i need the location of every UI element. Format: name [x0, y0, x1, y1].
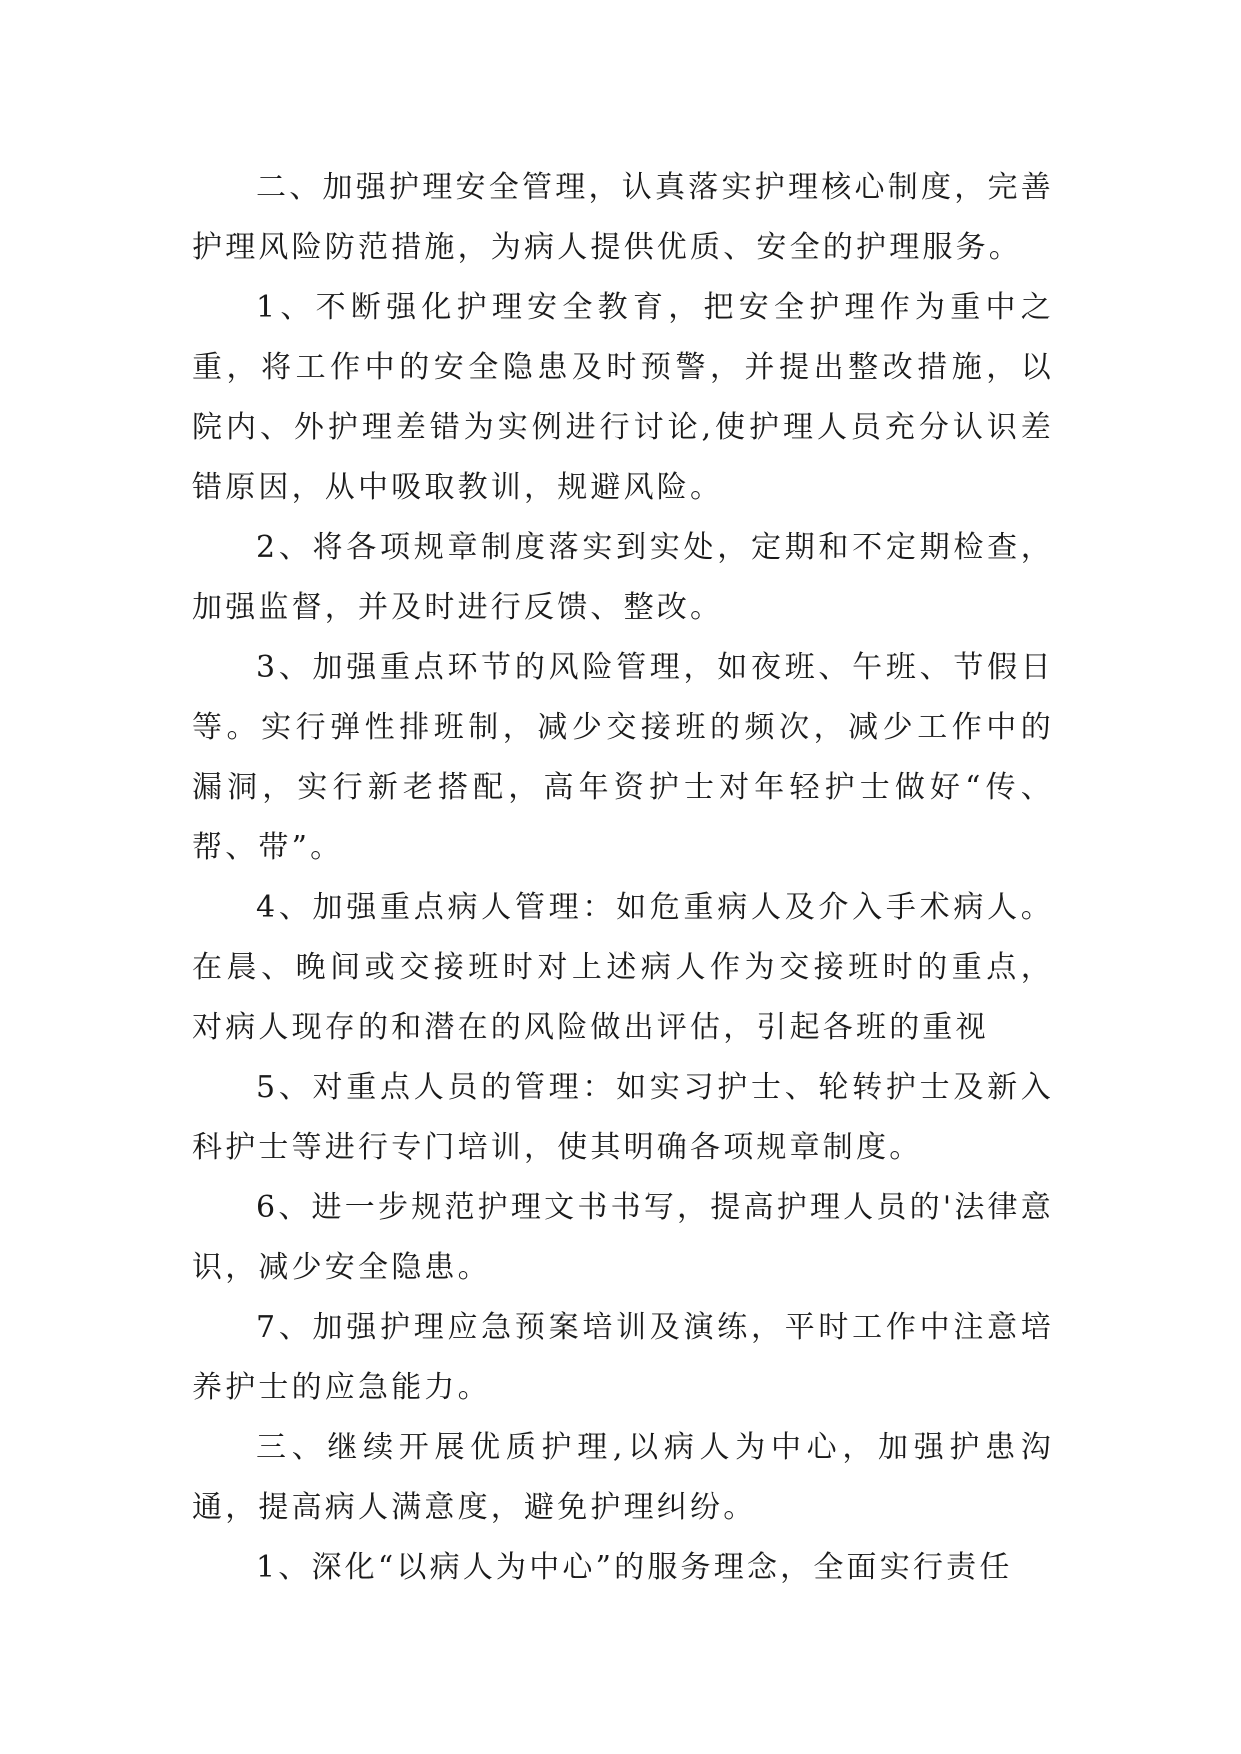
- paragraph-item-2: 2、将各项规章制度落实到实处，定期和不定期检查，加强监督，并及时进行反馈、整改。: [192, 530, 1054, 625]
- paragraph-item-4: 4、加强重点病人管理：如危重病人及介入手术病人。在晨、晚间或交接班时对上述病人作为交接班时的重点，对病人现存的和潜在的风险做出评估，引起各班的重视: [192, 890, 1054, 1045]
- paragraph-section-three-item-1: 1、深化“以病人为中心”的服务理念，全面实行责任: [256, 1550, 1013, 1585]
- document-body: [192, 158, 1054, 1598]
- paragraph-section-two-heading: 二、加强护理安全管理，认真落实护理核心制度，完善护理风险防范措施，为病人提供优质、安全的护理服务。: [192, 170, 1054, 265]
- paragraph-item-3: 3、加强重点环节的风险管理，如夜班、午班、节假日等。实行弹性排班制，减少交接班的频次，减少工作中的漏洞，实行新老搭配，高年资护士对年轻护士做好“传、帮、带”。: [192, 650, 1054, 865]
- paragraph-section-three-heading: 三、继续开展优质护理,以病人为中心，加强护患沟通，提高病人满意度，避免护理纠纷。: [192, 1430, 1054, 1525]
- paragraph-item-5: 5、对重点人员的管理：如实习护士、轮转护士及新入科护士等进行专门培训，使其明确各项规章制度。: [192, 1070, 1054, 1165]
- paragraph-item-1: 1、不断强化护理安全教育，把安全护理作为重中之重，将工作中的安全隐患及时预警，并提出整改措施，以院内、外护理差错为实例进行讨论,使护理人员充分认识差错原因，从中吸取教训，规避风险。: [192, 290, 1054, 505]
- paragraph-item-7: 7、加强护理应急预案培训及演练，平时工作中注意培养护士的应急能力。: [192, 1310, 1054, 1405]
- paragraph-item-6: 6、进一步规范护理文书书写，提高护理人员的'法律意识，减少安全隐患。: [192, 1190, 1054, 1285]
